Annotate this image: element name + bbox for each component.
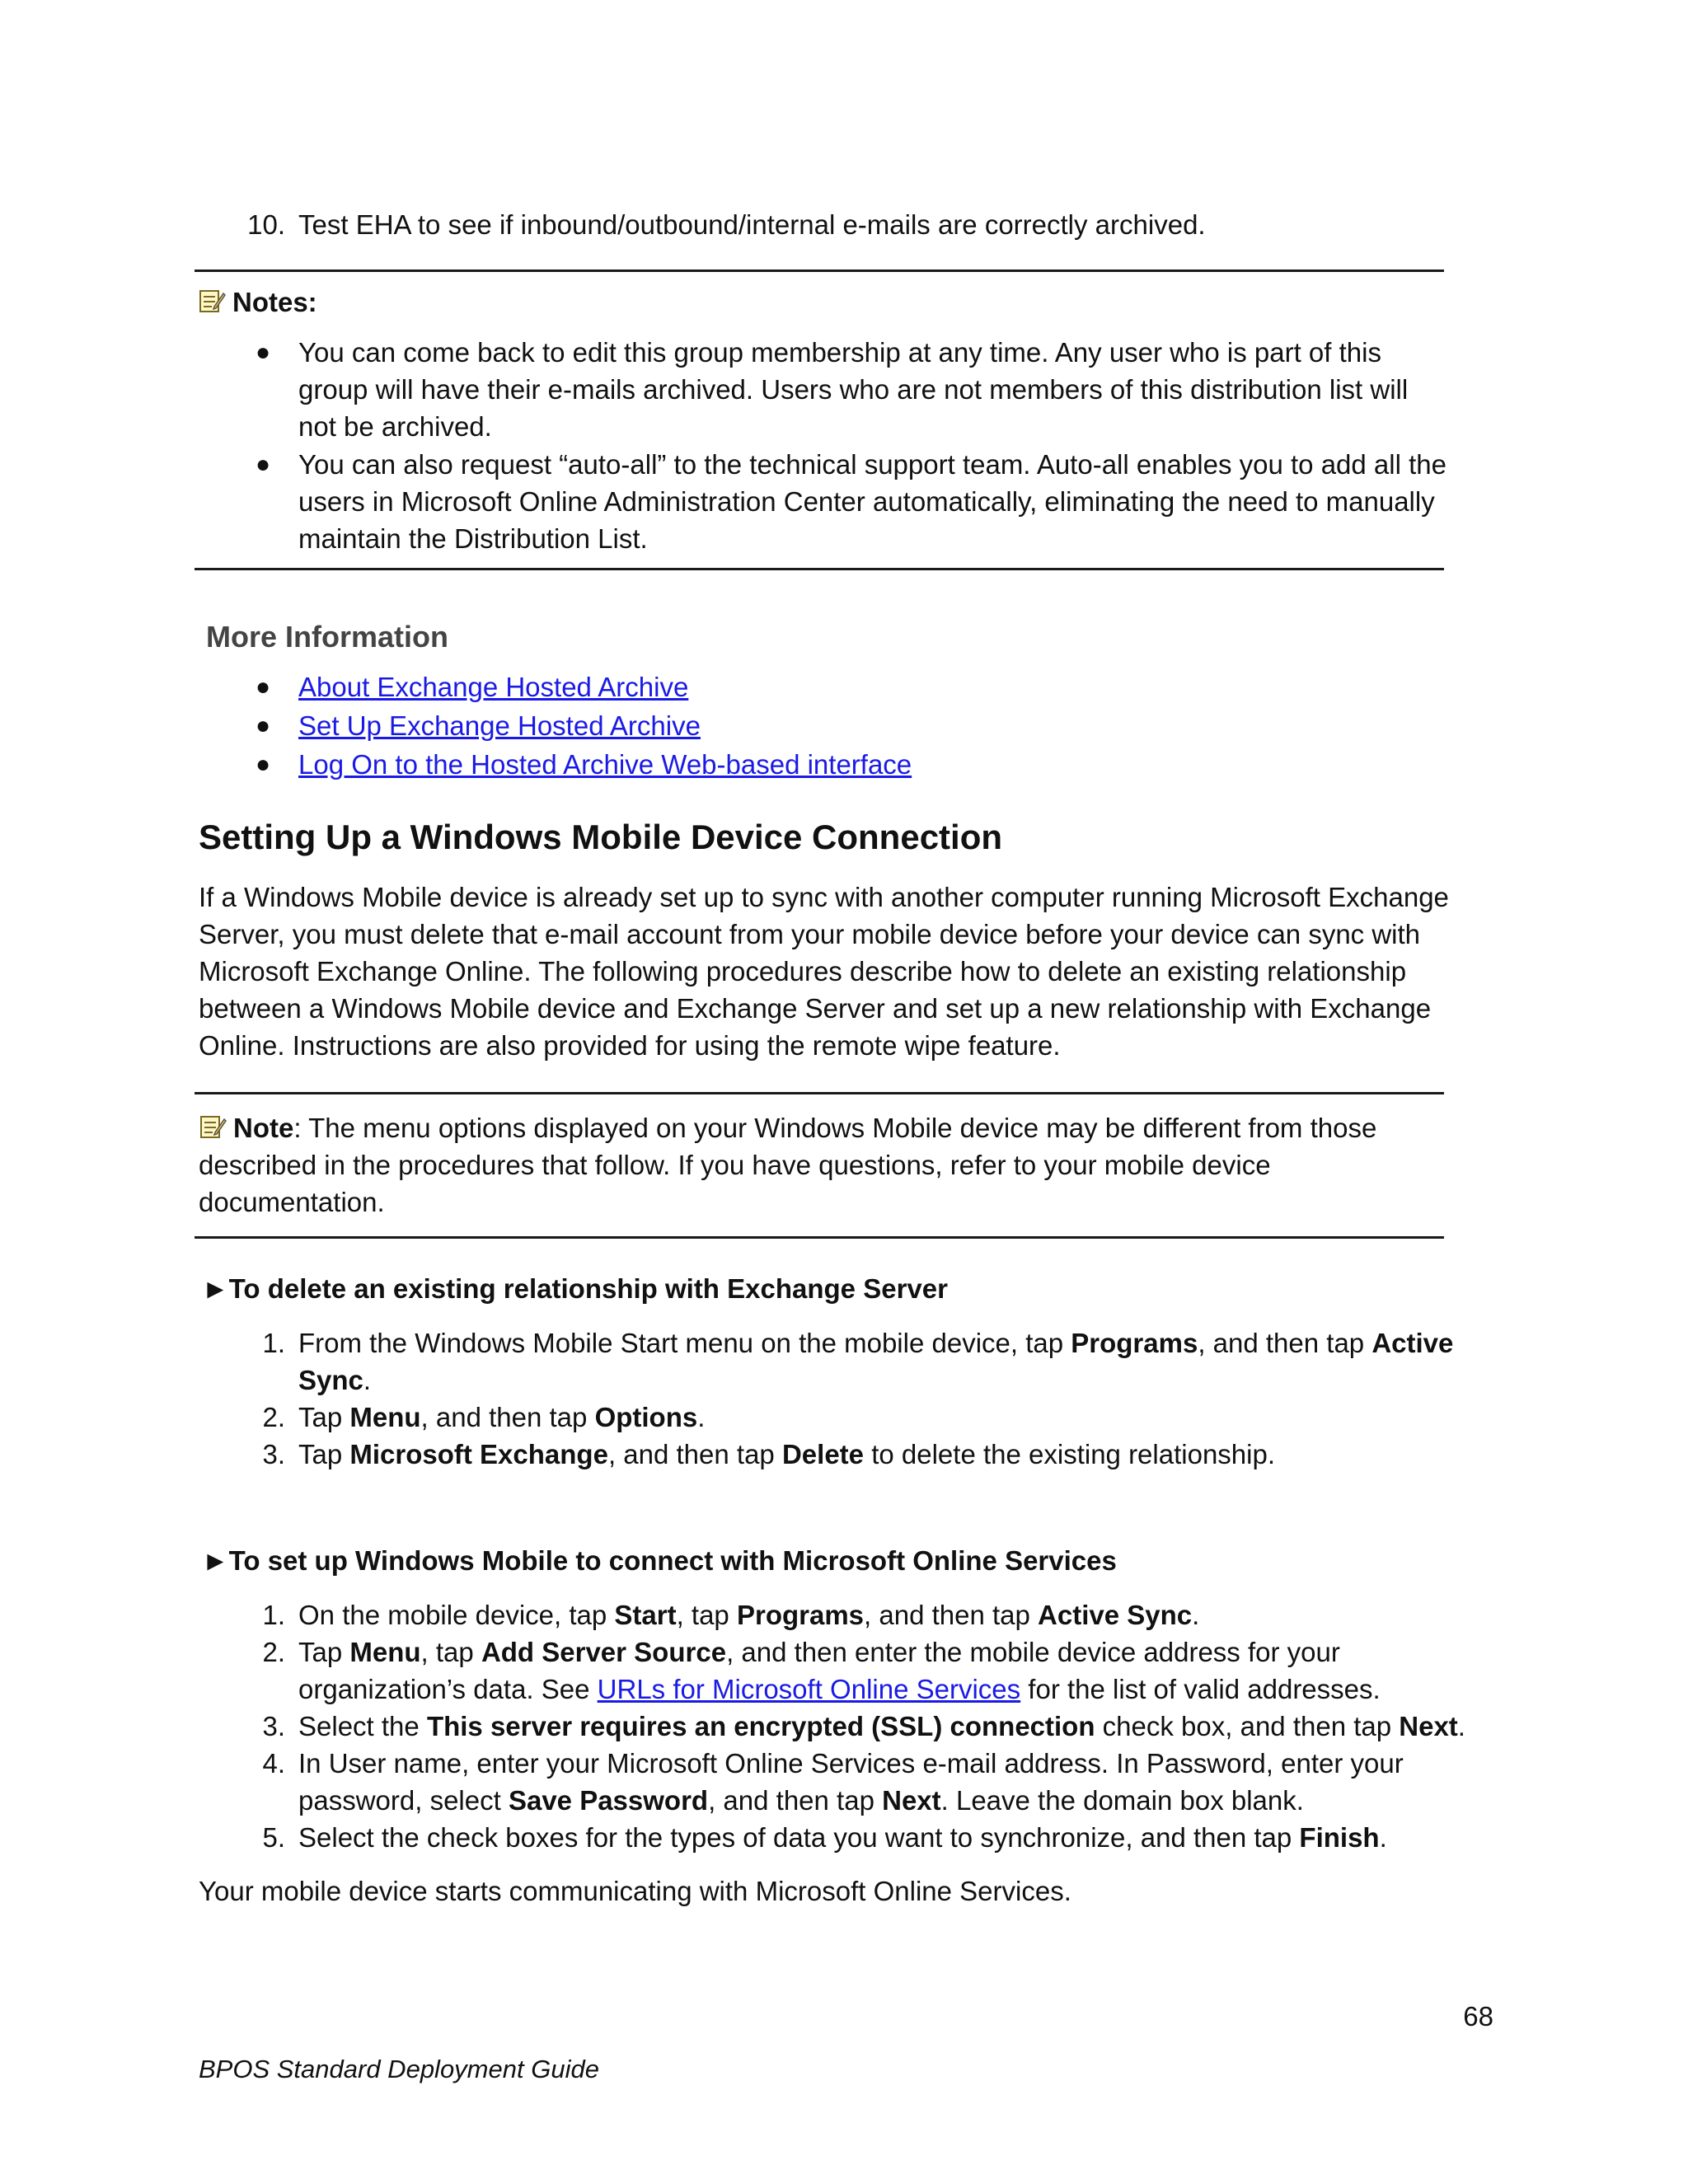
- notes-top-rule: [195, 269, 1444, 272]
- more-info-title: More Information: [206, 620, 448, 654]
- step-number: 2.: [262, 1637, 285, 1667]
- step-text: , and then tap: [607, 1439, 782, 1469]
- step-text: .: [1379, 1822, 1387, 1853]
- notes-bullet-1-line3: not be archived.: [298, 411, 492, 442]
- proc2-closing: Your mobile device starts communicating with Microsoft Online Services.: [199, 1876, 1071, 1906]
- footer-guide-title: BPOS Standard Deployment Guide: [199, 2055, 599, 2083]
- step-text: From the Windows Mobile Start menu on the mobile device, tap: [298, 1328, 1071, 1358]
- note-line-3: documentation.: [199, 1187, 385, 1217]
- step-text: Tap: [298, 1637, 350, 1667]
- note-pencil-icon: [199, 1113, 227, 1141]
- step-number: 1.: [262, 1328, 285, 1358]
- bullet-icon: ●: [255, 751, 271, 778]
- step-10: [247, 206, 1502, 243]
- step-text: , tap: [420, 1637, 481, 1667]
- note-line-2: described in the procedures that follow. If you have questions, refer to your mobile device: [199, 1150, 1271, 1180]
- intro-line: Microsoft Exchange Online. The following procedures describe how to delete an existing relationship: [199, 956, 1407, 987]
- proc2-step-5: [262, 1819, 1502, 1856]
- notes-bullet-2: [255, 446, 1502, 557]
- step-number: 3.: [262, 1439, 285, 1469]
- note-line-1: [199, 1109, 1501, 1146]
- note-box: [199, 1109, 1501, 1221]
- step-text: , and then tap: [420, 1402, 595, 1432]
- notes-bullet-2-line2: users in Microsoft Online Administration Center automatically, eliminating the need to manually: [298, 486, 1435, 517]
- step-text: .: [697, 1402, 706, 1432]
- intro-line: between a Windows Mobile device and Exchange Server and set up a new relationship with Exchange: [199, 993, 1432, 1024]
- notes-title: [198, 284, 317, 321]
- step-number: 2.: [262, 1402, 285, 1432]
- bullet-icon: ●: [255, 712, 271, 739]
- notes-bullet-2-line1: You can also request “auto-all” to the technical support team. Auto-all enables you to add all the: [298, 449, 1447, 480]
- step-bold: This server requires an encrypted (SSL) connection: [426, 1711, 1095, 1741]
- step-text: , and then tap: [864, 1600, 1039, 1630]
- notes-bullet-2-line3: maintain the Distribution List.: [298, 523, 648, 554]
- page-number: 68: [1463, 2001, 1493, 2032]
- link-setup-eha[interactable]: Set Up Exchange Hosted Archive: [298, 710, 701, 741]
- proc1-step-2: [262, 1399, 1502, 1436]
- step-text: organization’s data. See: [298, 1674, 598, 1704]
- intro-line: Online. Instructions are also provided for using the remote wipe feature.: [199, 1030, 1061, 1061]
- note-top-rule: [195, 1092, 1444, 1094]
- link-about-eha[interactable]: About Exchange Hosted Archive: [298, 672, 689, 702]
- step-bold: Delete: [781, 1439, 865, 1469]
- step-bold: Menu: [349, 1402, 421, 1432]
- step-bold: Start: [614, 1600, 677, 1630]
- more-info-item: [255, 746, 1502, 783]
- step-number: 5.: [262, 1822, 285, 1853]
- step-bold: Programs: [1071, 1328, 1198, 1358]
- section-title: Setting Up a Windows Mobile Device Connection: [199, 818, 1003, 856]
- step-text: to delete the existing relationship.: [864, 1439, 1276, 1469]
- note-bottom-rule: [195, 1236, 1444, 1239]
- step-text: Select the check boxes for the types of data you want to synchronize, and then tap: [298, 1822, 1300, 1853]
- step-text: Tap: [298, 1402, 350, 1432]
- step-bold: Save Password: [508, 1785, 709, 1816]
- link-logon-archive[interactable]: Log On to the Hosted Archive Web-based interface: [298, 749, 912, 780]
- step-text: password, select: [298, 1785, 509, 1816]
- step-bold: Next: [1399, 1711, 1458, 1741]
- proc1-title: ►To delete an existing relationship with Exchange Server: [202, 1273, 948, 1304]
- notes-bullet-1: [255, 334, 1502, 445]
- notes-bullet-1-line2: group will have their e-mails archived. Users who are not members of this distribution list will: [298, 374, 1409, 405]
- step-text: , tap: [676, 1600, 737, 1630]
- step-bold: Sync: [298, 1365, 363, 1395]
- note-pencil-icon: [198, 287, 226, 315]
- notes-bottom-rule: [195, 568, 1444, 570]
- step-text: On the mobile device, tap: [298, 1600, 615, 1630]
- proc2-step-1: [262, 1596, 1502, 1633]
- step-text: , and then tap: [1198, 1328, 1372, 1358]
- notes-bullet-1-line1: You can come back to edit this group membership at any time. Any user who is part of this: [298, 337, 1381, 368]
- step-bold: Next: [882, 1785, 941, 1816]
- notes-title-text: Notes:: [232, 287, 317, 317]
- link-urls-online-services[interactable]: URLs for Microsoft Online Services: [597, 1674, 1021, 1704]
- step-text: .: [363, 1365, 372, 1395]
- step-text: .: [1192, 1600, 1200, 1630]
- step-number: 4.: [262, 1748, 285, 1779]
- step-text: , and then tap: [708, 1785, 883, 1816]
- step-bold: Microsoft Exchange: [349, 1439, 608, 1469]
- step-text: .: [1457, 1711, 1465, 1741]
- proc2-step-3: [262, 1708, 1502, 1745]
- step-text: In User name, enter your Microsoft Online Services e-mail address. In Password, enter your: [298, 1748, 1404, 1779]
- proc1-step-3: [262, 1436, 1502, 1473]
- proc2-step-4: [262, 1745, 1502, 1819]
- proc1-step-1: [262, 1324, 1502, 1399]
- note-line-1-text: : The menu options displayed on your Windows Mobile device may be different from those: [293, 1113, 1377, 1143]
- step-bold: Finish: [1299, 1822, 1380, 1853]
- step-number: 3.: [262, 1711, 285, 1741]
- section-intro: [199, 879, 1501, 1064]
- step-bold: Programs: [736, 1600, 865, 1630]
- proc2-title: ►To set up Windows Mobile to connect with Microsoft Online Services: [202, 1545, 1117, 1576]
- step-text: Test EHA to see if inbound/outbound/internal e-mails are correctly archived.: [298, 209, 1206, 240]
- step-bold: Options: [594, 1402, 698, 1432]
- step-bold: Active: [1372, 1328, 1454, 1358]
- step-text: for the list of valid addresses.: [1020, 1674, 1381, 1704]
- proc2-step-2: [262, 1633, 1502, 1708]
- step-bold: Menu: [349, 1637, 421, 1667]
- intro-line: Server, you must delete that e-mail account from your mobile device before your device can sync with: [199, 919, 1421, 949]
- more-info-item: [255, 707, 1502, 744]
- step-bold: Active Sync: [1038, 1600, 1193, 1630]
- step-text: . Leave the domain box blank.: [940, 1785, 1304, 1816]
- intro-line: If a Windows Mobile device is already set up to sync with another computer running Microsoft Exchange: [199, 882, 1449, 912]
- step-number: 1.: [262, 1600, 285, 1630]
- step-number: 10.: [247, 209, 285, 240]
- step-text: Select the: [298, 1711, 427, 1741]
- bullet-icon: ●: [255, 339, 271, 366]
- step-text: , and then enter the mobile device address for your: [726, 1637, 1340, 1667]
- more-info-item: [255, 668, 1502, 705]
- step-text: check box, and then tap: [1095, 1711, 1400, 1741]
- note-label: Note: [233, 1113, 294, 1143]
- bullet-icon: ●: [255, 673, 271, 701]
- bullet-icon: ●: [255, 451, 271, 478]
- step-bold: Add Server Source: [481, 1637, 727, 1667]
- step-text: Tap: [298, 1439, 350, 1469]
